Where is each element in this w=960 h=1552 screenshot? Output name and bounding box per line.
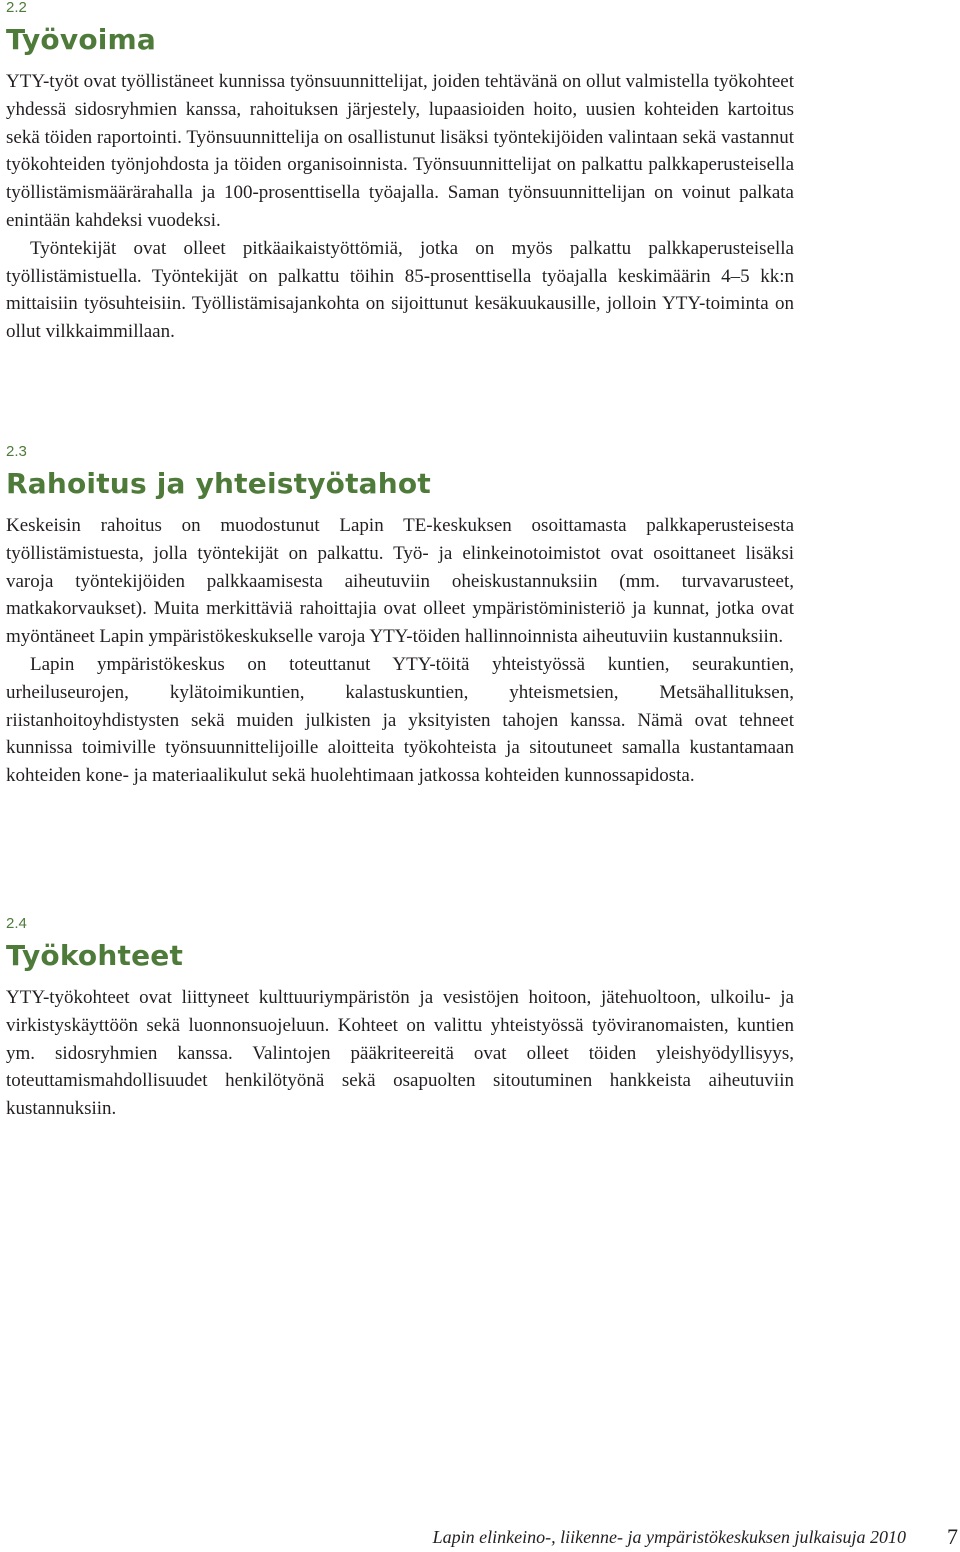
section-2-3 [6,444,794,790]
section-title: Työkohteet [6,939,184,972]
paragraph: YTY-työkohteet ovat liittyneet kulttuuriympäristön ja vesistöjen hoitoon, jätehuoltoon, ulkoilu- ja virkistyskäyttöön sekä luonnonsuojeluun. Kohteet on valittu yhteistyössä työviranomaisten, kuntien ym. sidosryhmien kanssa. Valintojen pääkriteereitä ovat olleet töiden yleishyödyllisyys, toteuttamismahdollisuudet henkilötyönä sekä osapuolten sitoutuminen hankkeista aiheutuviin kustannuksiin. [6,987,794,1120]
section-2-2 [6,0,794,346]
page-number: 7 [947,1524,958,1549]
paragraph: Keskeisin rahoitus on muodostunut Lapin TE-keskuksen osoittamasta palkkaperusteisesta työllistämistuesta, jolla työntekijät on palkattu. Työ- ja elinkeinotoimistot ovat osoittaneet lisäksi varoja työntekijöiden palkkaamisesta aiheutuviin oheiskustannuksiin (mm. turvavarusteet, matkakorvaukset). Muita merkittäviä rahoittajia ovat olleet ympäristöministeriö ja kunnat, jotka ovat myöntäneet Lapin ympäristökeskukselle varoja YTY-töiden hallinnoinnista aiheutuviin kustannuksiin. [6,515,794,648]
section-number: 2.2 [6,0,27,16]
section-2-4 [6,916,794,1123]
section-number: 2.4 [6,915,27,932]
section-title: Rahoitus ja yhteistyötahot [6,467,431,500]
page-footer [0,1524,960,1552]
paragraph: YTY-työt ovat työllistäneet kunnissa työnsuunnittelijat, joiden tehtävänä on ollut valmistella työkohteet yhdessä sidosryhmien kanssa, rahoituksen järjestely, lupaasioiden hoito, uusien kohteiden kartoitus sekä töiden raportointi. Työnsuunnittelija on osallistunut lisäksi työntekijöiden valintaan sekä vastannut työkohteiden työnjohdosta ja töiden organisoinnista. Työnsuunnittelijat on palkattu palkkaperusteisella työllistämismäärärahalla ja 100-prosenttisella työajalla. Saman työnsuunnittelijan on voinut palkata enintään kahdeksi vuodeksi. [6,71,794,231]
section-title: Työvoima [6,23,157,56]
paragraph: Työntekijät ovat olleet pitkäaikaistyöttömiä, jotka on myös palkattu palkkaperusteisella työllistämistuella. Työntekijät on palkattu töihin 85-prosenttisella työajalla keskimäärin 4–5 kk:n mittaisiin työsuhteisiin. Työllistämisajankohta on sijoittunut kesäkuukausille, jolloin YTY-toiminta on ollut vilkkaimmillaan. [6,237,794,343]
section-number: 2.3 [6,443,27,460]
publication-series: Lapin elinkeino-, liikenne- ja ympäristökeskuksen julkaisuja 2010 [432,1527,906,1547]
paragraph: Lapin ympäristökeskus on toteuttanut YTY-töitä yhteistyössä kuntien, seurakuntien, urheiluseurojen, kylätoimikuntien, kalastuskuntien, yhteismetsien, Metsähallituksen, riistanhoitoyhdistysten sekä muiden julkisten ja yksityisten tahojen kanssa. Nämä ovat tehneet kunnissa toimiville työnsuunnittelijoille aloitteita työkohteista ja sitoutuneet samalla kustantamaan kohteiden kone- ja materiaalikulut sekä huolehtimaan jatkossa kohteiden kunnossapidosta. [6,653,794,787]
